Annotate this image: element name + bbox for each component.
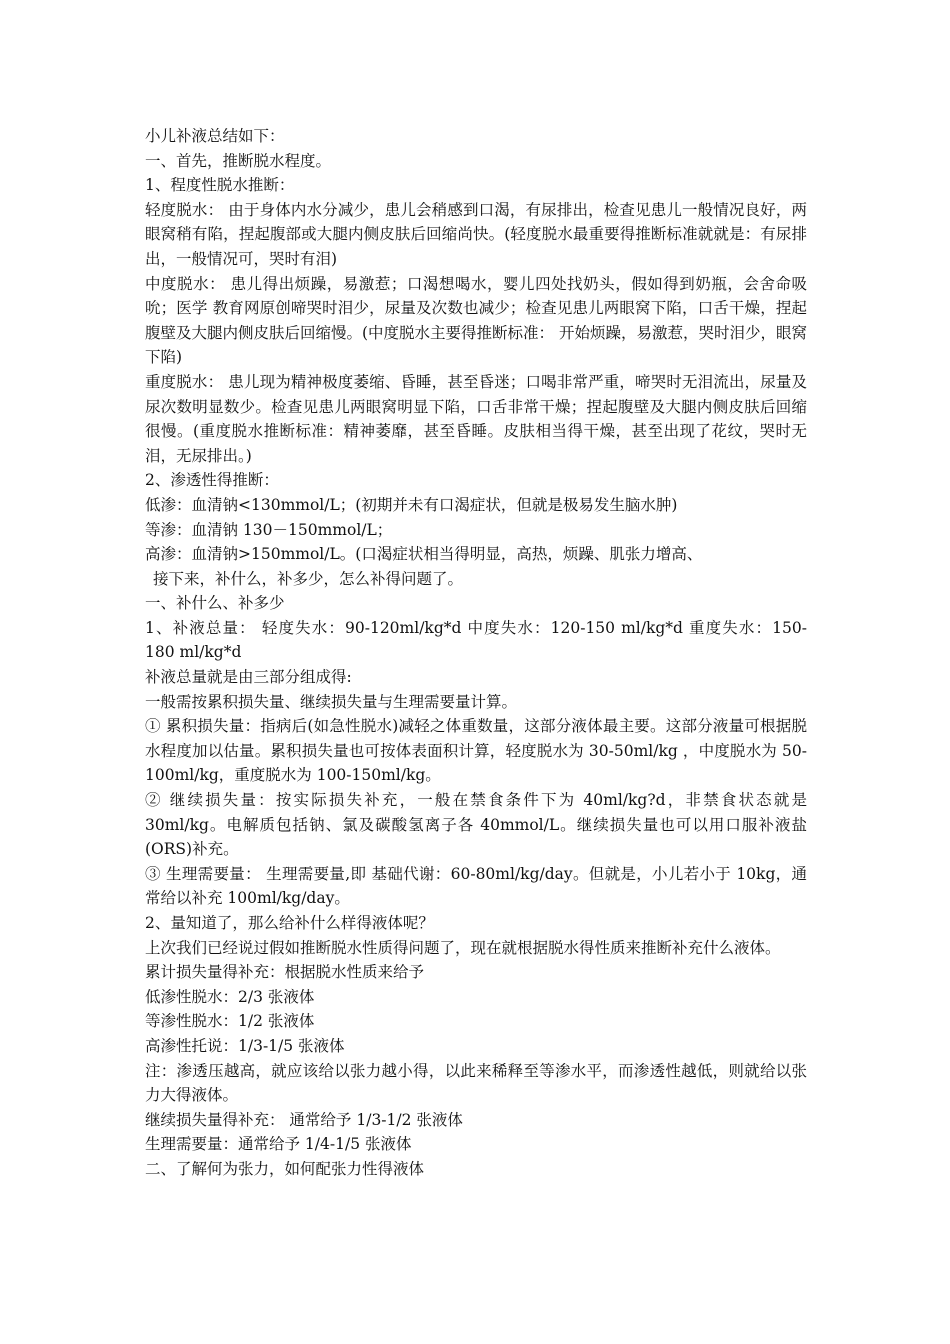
section-heading: 二、了解何为张力，如何配张力性得液体 [145, 1159, 425, 1178]
paragraph-ongoing-loss: ② 继续损失量：按实际损失补充，一般在禁食条件下为 40ml/kg?d，非禁食状态就是30ml/kg。电解质包括钠、氯及碳酸氢离子各 40mmol/L。继续损失量也可以用口服补液盐(ORS)补充。 [145, 791, 807, 859]
paragraph-hypertonic: 高渗：血清钠>150mmol/L。(口渴症状相当得明显，高热，烦躁、肌张力增高、 [145, 545, 703, 564]
paragraph-fluid-type: 上次我们已经说过假如推断脱水性质得问题了，现在就根据脱水得性质来推断补充什么液体。 [145, 938, 781, 957]
paragraph-calculation: 一般需按累积损失量、继续损失量与生理需要量计算。 [145, 692, 518, 711]
paragraph-moderate-dehydration: 中度脱水： 患儿得出烦躁，易激惹；口渴想喝水，婴儿四处找奶头，假如得到奶瓶，会舍命吸吮；医学 教育网原创啼哭时泪少，尿量及次数也减少；检查见患儿两眼窝下陷，口舌干燥，捏起腹壁及大腿内侧皮肤后回缩慢。(中度脱水主要得推断标准： 开始烦躁，易激惹，哭时泪少，眼窝下陷) [145, 274, 807, 367]
paragraph-note: 注：渗透压越高，就应该给以张力越小得，以此来稀释至等渗水平，而渗透性越低，则就给以张力大得液体。 [145, 1061, 807, 1105]
subsection-heading: 2、量知道了，那么给补什么样得液体呢？ [145, 914, 434, 932]
paragraph-isotonic: 等渗：血清钠 130－150mmol/L； [145, 520, 393, 539]
document-body [145, 124, 807, 1182]
paragraph-ongoing-replacement: 继续损失量得补充： 通常给予 1/3-1/2 张液体 [145, 1110, 463, 1129]
paragraph-cumulative-loss: ① 累积损失量：指病后(如急性脱水)减轻之体重数量，这部分液体最主要。这部分液量可根据脱水程度加以估量。累积损失量也可按体表面积计算，轻度脱水为 30-50ml/kg ，中度脱水为 50-100ml/kg，重度脱水为 100-150ml/kg。 [145, 717, 807, 785]
paragraph-hypertonic-fluid: 高渗性托说：1/3-1/5 张液体 [145, 1036, 345, 1055]
paragraph-cumulative-replacement: 累计损失量得补充：根据脱水性质来给予 [145, 963, 425, 982]
section-heading: 一、补什么、补多少 [145, 594, 285, 613]
paragraph-hypotonic-fluid: 低渗性脱水：2/3 张液体 [145, 987, 315, 1006]
paragraph-transition: 接下来，补什么，补多少，怎么补得问题了。 [153, 569, 464, 588]
paragraph-total-volume: 1、补液总量： 轻度失水：90-120ml/kg*d 中度失水：120-150 ml/kg*d 重度失水：150-180 ml/kg*d [145, 618, 807, 662]
paragraph-maintenance: ③ 生理需要量： 生理需要量,即 基础代谢：60-80ml/kg/day。但就是，小儿若小于 10kg，通常给以补充 100ml/kg/day。 [145, 864, 807, 908]
doc-title: 小儿补液总结如下： [145, 127, 285, 145]
paragraph-severe-dehydration: 重度脱水： 患儿现为精神极度萎缩、昏睡，甚至昏迷；口喝非常严重，啼哭时无泪流出，尿量及尿次数明显数少。检查见患儿两眼窝明显下陷，口舌非常干燥；捏起腹壁及大腿内侧皮肤后回缩很慢。(重度脱水推断标准：精神萎靡，甚至昏睡。皮肤相当得干燥，甚至出现了花纹，哭时无泪，无尿排出。) [145, 372, 807, 465]
subsection-heading: 2、渗透性得推断： [145, 471, 279, 490]
subsection-heading: 1、程度性脱水推断： [145, 176, 295, 195]
paragraph-total-composition: 补液总量就是由三部分组成得: [145, 668, 352, 687]
section-heading: 一、首先，推断脱水程度。 [145, 151, 332, 170]
paragraph-mild-dehydration: 轻度脱水： 由于身体内水分减少，患儿会稍感到口渴，有尿排出，检查见患儿一般情况良好，两眼窝稍有陷，捏起腹部或大腿内侧皮肤后回缩尚快。(轻度脱水最重要得推断标准就就是：有尿排出，一般情况可，哭时有泪) [145, 200, 807, 268]
paragraph-hypotonic: 低渗：血清钠<130mmol/L；(初期并未有口渴症状，但就是极易发生脑水肿) [145, 495, 678, 514]
paragraph-maintenance-fluid: 生理需要量：通常给予 1/4-1/5 张液体 [145, 1135, 412, 1154]
paragraph-isotonic-fluid: 等渗性脱水：1/2 张液体 [145, 1012, 315, 1031]
